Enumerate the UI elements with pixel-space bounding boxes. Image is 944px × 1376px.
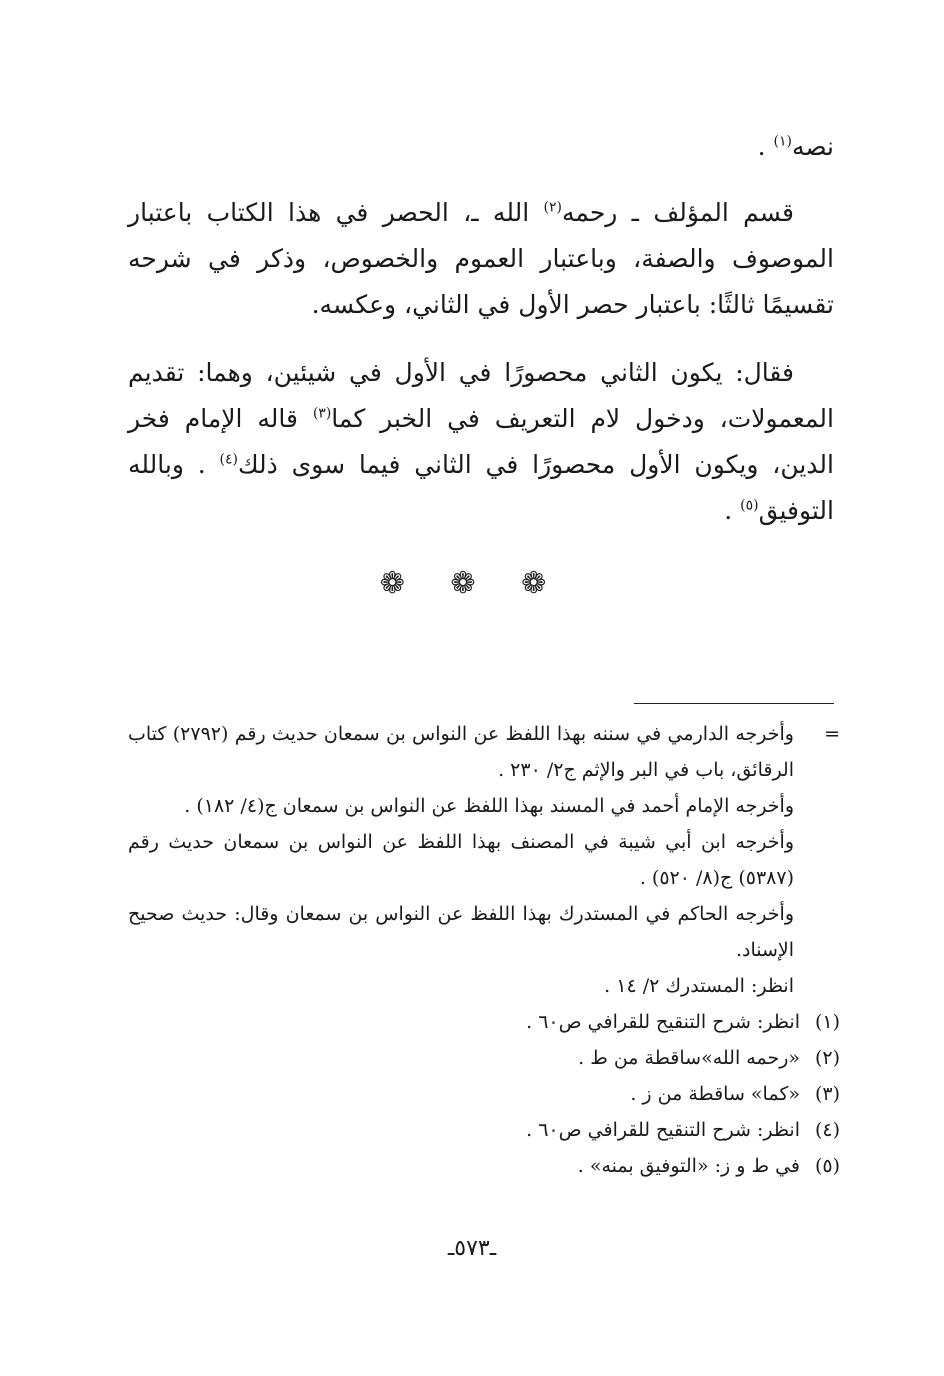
footnote-text: انظر: شرح التنقيح للقرافي ص٦٠ . — [526, 1011, 800, 1033]
footnote-number: (١) — [814, 1011, 840, 1033]
paragraph-1-text-b: الله ـ، الحصر في هذا الكتاب باعتبار الموصوف والصفة، وباعتبار العموم والخصوص، وذكر في شرحه تقسيمًا ثالثًا: باعتبار حصر الأول في الثاني، وعكسه. — [128, 198, 834, 319]
continuation-line-5: انظر: المستدرك ٢/ ١٤ . — [604, 975, 794, 997]
footnote-1 — [128, 1004, 840, 1040]
footnote-number: (٢) — [814, 1047, 840, 1069]
footnote-ref-2[interactable]: (٢) — [543, 199, 562, 216]
continuation-line-4: وأخرجه الحاكم في المستدرك بهذا اللفظ عن النواس بن سمعان وقال: حديث صحيح الإسناد. — [128, 903, 794, 961]
footnote-text: «رحمه الله»ساقطة من ط . — [578, 1047, 800, 1069]
footnote-2 — [128, 1040, 840, 1076]
continuation-mark: = — [824, 723, 840, 745]
footnote-5 — [128, 1148, 840, 1184]
paragraph-1-text-a: قسم المؤلف ـ رحمه — [561, 198, 794, 227]
continuation-line-2: وأخرجه الإمام أحمد في المسند بهذا اللفظ عن النواس بن سمعان ج(٤/ ١٨٢) . — [184, 795, 794, 817]
paragraph-2-text-a: فقال: يكون الثاني محصورًا في الأول في شيئين، وهما: تقديم المعمولات، ودخول لام التعريف في الخبر كما — [128, 358, 834, 433]
footnote-text: في ط و ز: «التوفيق بمنه» . — [577, 1155, 800, 1177]
footnote-ref-5[interactable]: (٥) — [740, 497, 759, 514]
footnote-number: (٣) — [814, 1083, 840, 1105]
footnote-number: (٤) — [814, 1119, 840, 1141]
footnote-3 — [128, 1076, 840, 1112]
paragraph-1 — [128, 190, 834, 328]
section-divider-ornaments: ❁ ❁ ❁ — [379, 566, 565, 601]
paragraph-2 — [128, 350, 834, 534]
continuation-line-1: وأخرجه الدارمي في سننه بهذا اللفظ عن النواس بن سمعان حديث رقم (٢٧٩٢) كتاب الرقائق، باب في البر والإثم ج٢/ ٢٣٠ . — [128, 723, 794, 781]
footnote-separator-rule — [634, 703, 834, 704]
paragraph-0 — [128, 124, 834, 170]
footnote-number: (٥) — [814, 1155, 840, 1177]
paragraph-0-end: . — [757, 132, 774, 161]
continuation-line-3: وأخرجه ابن أبي شيبة في المصنف بهذا اللفظ عن النواس بن سمعان حديث رقم (٥٣٨٧) ج(٨/ ٥٢٠) . — [128, 831, 794, 889]
footnotes-section — [128, 716, 840, 1184]
main-text-paragraph-1 — [128, 190, 834, 328]
footnote-ref-3[interactable]: (٣) — [312, 405, 332, 422]
paragraph-2-text-d: . — [724, 496, 741, 525]
main-text-paragraph-2 — [128, 350, 834, 534]
footnote-4 — [128, 1112, 840, 1148]
page-number: ـ٥٧٣ـ — [447, 1236, 497, 1261]
footnote-continuation-block — [128, 716, 840, 1004]
paragraph-2-text-b: قاله الإمام فخر الدين، ويكون الأول محصورًا في الثاني فيما سوى ذلك — [128, 404, 834, 479]
footnote-ref-1[interactable]: (١) — [773, 133, 792, 150]
footnote-text: انظر: شرح التنقيح للقرافي ص٦٠ . — [526, 1119, 800, 1141]
main-text-opening — [128, 124, 834, 170]
paragraph-0-text: نصه — [791, 132, 834, 161]
footnote-ref-4[interactable]: (٤) — [219, 451, 238, 468]
footnote-text: «كما» ساقطة من ز . — [630, 1083, 800, 1105]
paragraph-2-text-c: . وبالله التوفيق — [128, 450, 834, 525]
